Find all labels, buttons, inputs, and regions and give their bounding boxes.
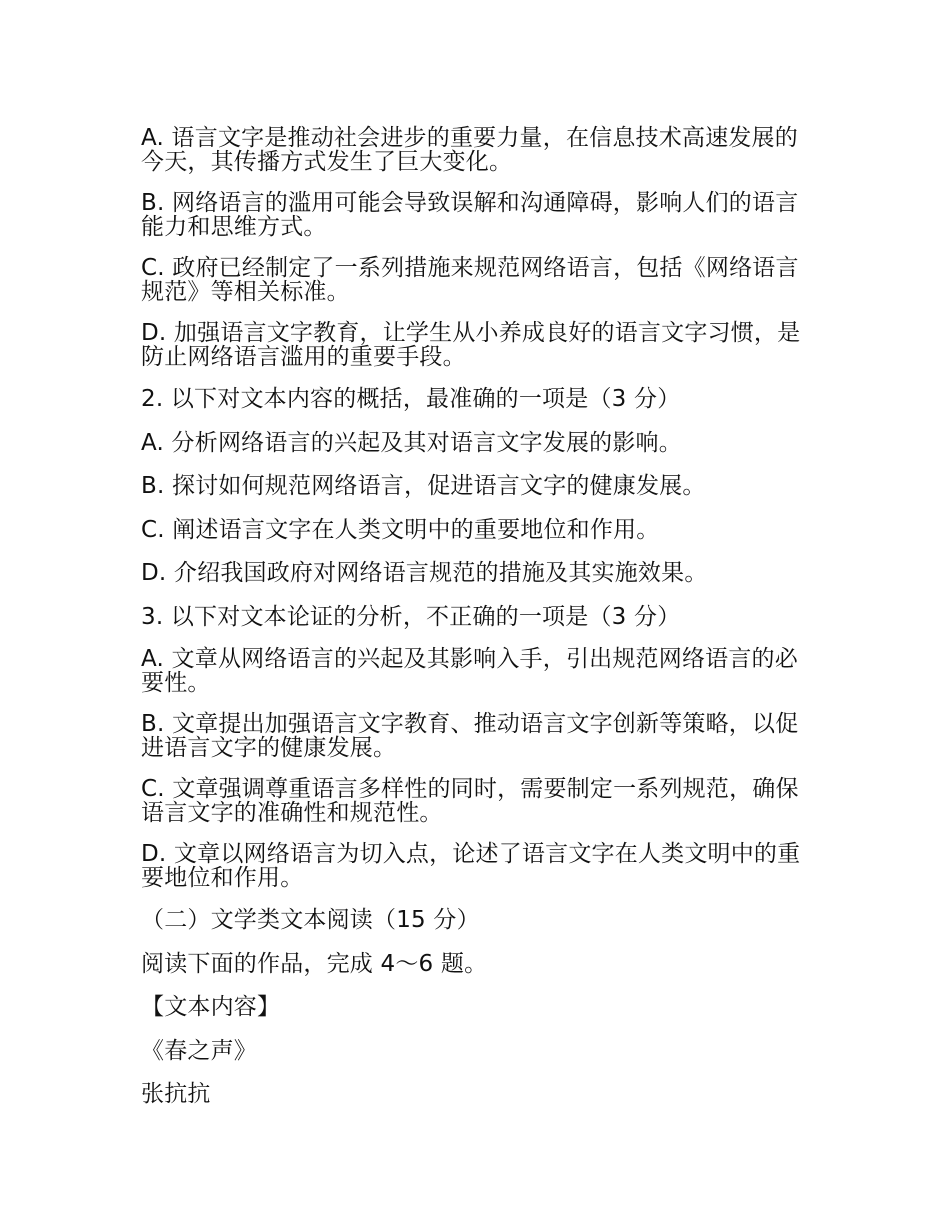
instruction: 阅读下面的作品，完成 4～6 题。 bbox=[141, 950, 488, 977]
option-a-q2: A. 分析网络语言的兴起及其对语言文字发展的影响。 bbox=[141, 429, 682, 456]
option-a-q1: A. 语言文字是推动社会进步的重要力量，在信息技术高速发展的今天，其传播方式发生了巨大变化。 bbox=[141, 125, 798, 175]
section-heading: （二）文学类文本阅读（15 分） bbox=[141, 907, 480, 933]
option-c-q3: C. 文章强调尊重语言多样性的同时，需要制定一系列规范，确保语言文字的准确性和规范性。 bbox=[141, 776, 799, 826]
work-title: 《春之声》 bbox=[141, 1037, 257, 1064]
question-2: 2. 以下对文本内容的概括，最准确的一项是（3 分） bbox=[141, 386, 681, 412]
option-d-q1: D. 加强语言文字教育，让学生从小养成良好的语言文字习惯，是防止网络语言滥用的重要手段。 bbox=[141, 320, 801, 370]
option-b-q2: B. 探讨如何规范网络语言，促进语言文字的健康发展。 bbox=[141, 473, 706, 499]
document-page bbox=[141, 126, 801, 1125]
option-b-q1: B. 网络语言的滥用可能会导致误解和沟通障碍，影响人们的语言能力和思维方式。 bbox=[141, 190, 799, 240]
option-d-q3: D. 文章以网络语言为切入点，论述了语言文字在人类文明中的重要地位和作用。 bbox=[141, 841, 801, 891]
text-content-label: 【文本内容】 bbox=[141, 994, 281, 1020]
option-b-q3: B. 文章提出加强语言文字教育、推动语言文字创新等策略，以促进语言文字的健康发展。 bbox=[141, 711, 799, 761]
option-c-q1: C. 政府已经制定了一系列措施来规范网络语言，包括《网络语言规范》等相关标准。 bbox=[141, 255, 799, 305]
author-name: 张抗抗 bbox=[141, 1081, 211, 1107]
option-d-q2: D. 介绍我国政府对网络语言规范的措施及其实施效果。 bbox=[141, 560, 708, 586]
question-3: 3. 以下对文本论证的分析，不正确的一项是（3 分） bbox=[141, 603, 681, 630]
option-c-q2: C. 阐述语言文字在人类文明中的重要地位和作用。 bbox=[141, 516, 660, 543]
option-a-q3: A. 文章从网络语言的兴起及其影响入手，引出规范网络语言的必要性。 bbox=[141, 646, 798, 696]
